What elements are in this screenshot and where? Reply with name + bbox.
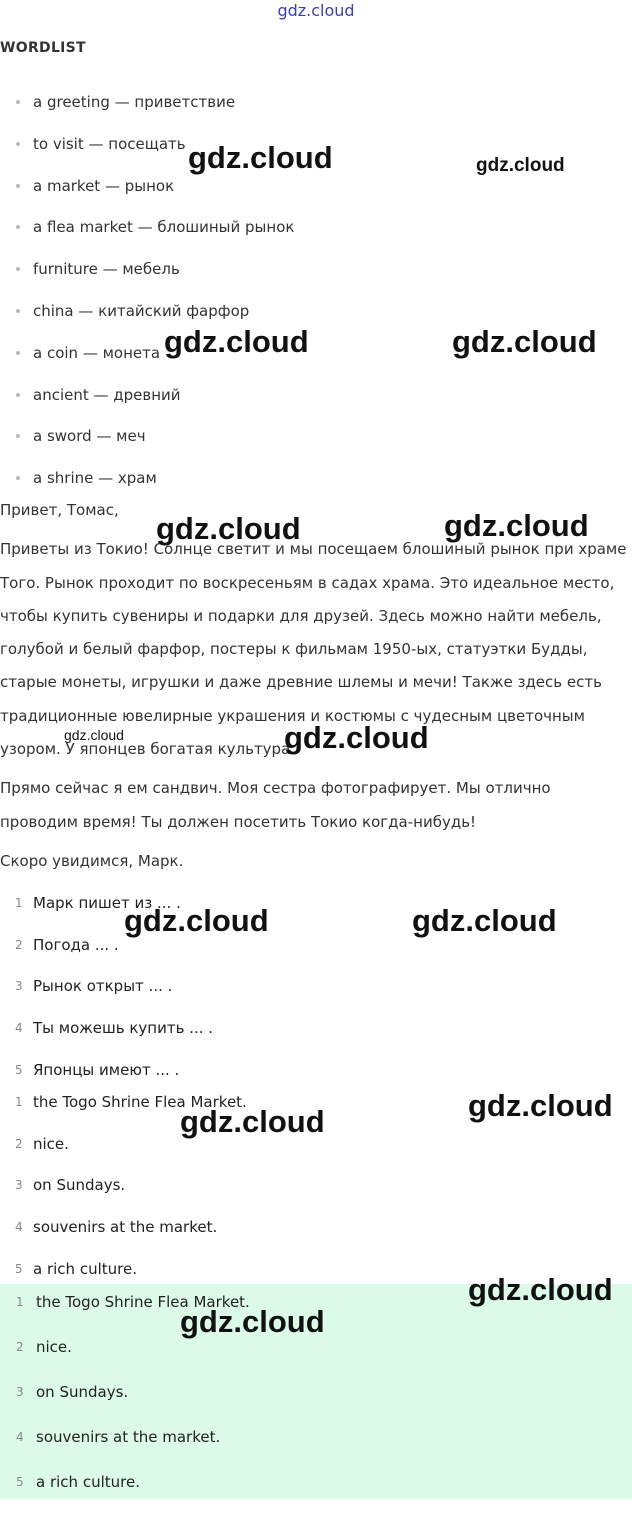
item-number: 3 (15, 979, 23, 994)
item-number: 3 (15, 1178, 23, 1193)
answer-item (0, 1335, 250, 1380)
question-item (0, 1016, 213, 1058)
item-number: 5 (15, 1062, 23, 1077)
item-number: 1 (15, 1095, 23, 1109)
answer-text: on Sundays. (36, 1383, 129, 1401)
question-text: Рынок открыт ... . (33, 977, 173, 996)
watermark: gdz.cloud (64, 727, 124, 743)
wordlist-item: a coin — монета (0, 341, 294, 383)
answer-item (0, 1380, 250, 1425)
letter-paragraph: Прямо сейчас я ем сандвич. Моя сестра фотографирует. Мы отлично проводим время! Ты должен посетить Токио когда-нибудь! (0, 779, 551, 831)
letter-paragraph: Приветы из Токио! Солнце светит и мы посещаем блошиный рынок при храме Того. Рынок проходит по воскресеньям в садах храма. Это идеальное место, чтобы купить сувениры и подарки для друзей. Здесь можно найти мебель, голубой и белый фарфор, постеры к фильмам 1950-ых, статуэтки Будды, старые монеты, игрушки и даже древние шлемы и мечи! Также здесь есть традиционные ювелирные украшения и костюмы с чудесным цветочным узором. У японцев богатая культура. (0, 540, 627, 759)
item-number: 4 (15, 1021, 23, 1036)
answer-item (0, 1425, 250, 1470)
answer-text: a rich culture. (36, 1473, 140, 1491)
question-item (0, 974, 213, 1016)
watermark: gdz.cloud (180, 1104, 325, 1139)
item-number: 4 (15, 1220, 23, 1235)
question-text: Погода ... . (33, 935, 119, 954)
wordlist-item: a sword — меч (0, 424, 294, 466)
watermark: gdz.cloud (164, 324, 309, 359)
wordlist-item: ancient — древний (0, 383, 294, 425)
wordlist-item: a shrine — храм (0, 466, 294, 508)
answer-item (0, 1173, 247, 1215)
watermark: gdz.cloud (444, 508, 589, 543)
watermark: gdz.cloud (284, 720, 429, 755)
watermark: gdz.cloud (180, 1304, 325, 1339)
item-number: 2 (15, 1136, 23, 1151)
watermark: gdz.cloud (468, 1088, 613, 1123)
wordlist-heading: WORDLIST (0, 40, 86, 56)
answer-text: on Sundays. (33, 1176, 126, 1195)
wordlist-item: a flea market — блошиный рынок (0, 215, 294, 257)
item-number: 1 (15, 896, 23, 910)
question-text: Марк пишет из ... . (33, 894, 181, 912)
top-watermark: gdz.cloud (277, 1, 355, 20)
wordlist-item: a market — рынок (0, 174, 294, 216)
wordlist-item: furniture — мебель (0, 257, 294, 299)
item-number: 5 (15, 1261, 23, 1276)
item-number: 5 (16, 1475, 24, 1489)
watermark: gdz.cloud (124, 903, 269, 938)
answer-text: nice. (36, 1338, 72, 1356)
question-text: Ты можешь купить ... . (33, 1019, 214, 1038)
watermark: gdz.cloud (156, 511, 301, 546)
watermark: gdz.cloud (412, 903, 557, 938)
answer-text: souvenirs at the market. (33, 1218, 218, 1237)
item-number: 1 (16, 1295, 24, 1309)
watermark: gdz.cloud (452, 324, 597, 359)
wordlist-item: to visit — посещать (0, 132, 294, 174)
item-number: 3 (16, 1385, 24, 1399)
item-number: 2 (16, 1340, 24, 1354)
answer-text: souvenirs at the market. (36, 1428, 221, 1446)
question-item (0, 933, 213, 975)
answer-text: a rich culture. (33, 1259, 137, 1278)
question-text: Японцы имеют ... . (33, 1060, 180, 1079)
watermark: gdz.cloud (476, 155, 565, 176)
item-number: 2 (15, 937, 23, 952)
letter-closing: Скоро увидимся, Марк. (0, 851, 184, 870)
answer-item (0, 1215, 247, 1257)
answer-text: nice. (33, 1134, 69, 1153)
watermark: gdz.cloud (468, 1272, 613, 1307)
watermark: gdz.cloud (188, 140, 333, 175)
letter-greeting: Привет, Томас, (0, 501, 119, 519)
answer-item (0, 1470, 250, 1515)
answer-text: the Togo Shrine Flea Market. (33, 1093, 247, 1111)
item-number: 4 (16, 1430, 24, 1444)
letter (0, 494, 632, 884)
wordlist-item: china — китайский фарфор (0, 299, 294, 341)
wordlist-item: a greeting — приветствие (0, 90, 294, 132)
answer-text: the Togo Shrine Flea Market. (36, 1293, 250, 1311)
